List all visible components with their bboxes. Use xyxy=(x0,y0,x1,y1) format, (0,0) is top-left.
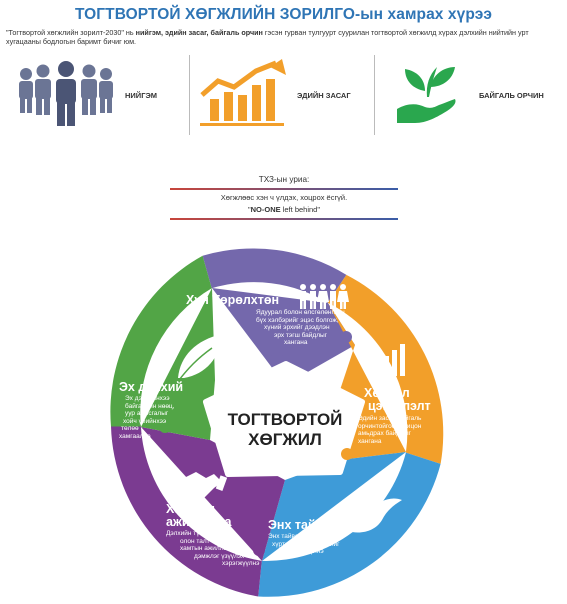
segment-partnership-desc: Дэлхийн түвшний, олон талт хамтын ажиллагаагаар дэмжлэг үзүүлэх хэрэгжүүлнэ xyxy=(166,530,260,568)
segment-people-desc: Ядуурал болон өлсгөлөнгийн бүх хэлбэрийг эцэс болгож, хүний эрхийг дээдлэн эрх тэгш байдлыг хангана xyxy=(256,309,345,347)
pillar-label-economy: ЭДИЙН ЗАСАГ xyxy=(297,91,351,100)
page-title: ТОГТВОРТОЙ ХӨГЖЛИЙН ЗОРИЛГО-ын хамрах хүрээ xyxy=(74,6,493,23)
segment-peace-desc: Энх тайван, шударга, хүртээмжтэй нийгмийг бэхжүүлнэ xyxy=(268,533,340,556)
wheel-center-title: ТОГТВОРТОЙ ХӨГЖИЛ xyxy=(227,410,343,449)
segment-peace-text xyxy=(268,519,388,556)
sdg-principle-text: Хөгжлөөс хэн ч үлдэх, хоцрох ёсгүй. xyxy=(220,193,348,202)
pillar-label-environment: БАЙГАЛЬ ОРЧИН xyxy=(479,91,544,100)
segment-prosperity-title: Хөгжил цэцэглэлт xyxy=(364,386,431,413)
segment-partnership-title: Хамтын ажиллагаа xyxy=(166,502,232,529)
segment-people-text xyxy=(186,293,356,347)
segment-peace-title: Энх тайван xyxy=(268,518,338,532)
segment-prosperity-desc: Эдийн засаг, байгаль орчинтойгоо зохицон амьдрах байдлыг хангана xyxy=(358,415,422,445)
segment-planet-desc: Эх дэлхийнхээ байгалийн нөөц, уур амьсгалыг хойч үеийнхээ төлөө хамгаална xyxy=(119,395,175,440)
segment-partnership-text xyxy=(166,503,276,568)
sdg-slogan: "NO-ONE left behind" xyxy=(247,205,321,214)
sdg-principle-heading: ТХЗ-ын уриа: xyxy=(258,175,310,184)
pillar-label-society: НИЙГЭМ xyxy=(125,91,158,100)
segment-people-title: Хүн Төрөлхтөн xyxy=(186,293,280,307)
intro-text: "Тогтвортой хөгжлийн зорилт-2030" нь нийгэм, эдийн засаг, байгаль орчин гэсэн гурван тулгуурт суурилан тогтвортой хөгжилд хүрах дэлхийн нийтийн урт хугацааны бодлогын баримт бичиг юм. xyxy=(6,28,529,46)
segment-planet-title: Эх дэлхий xyxy=(119,380,184,394)
